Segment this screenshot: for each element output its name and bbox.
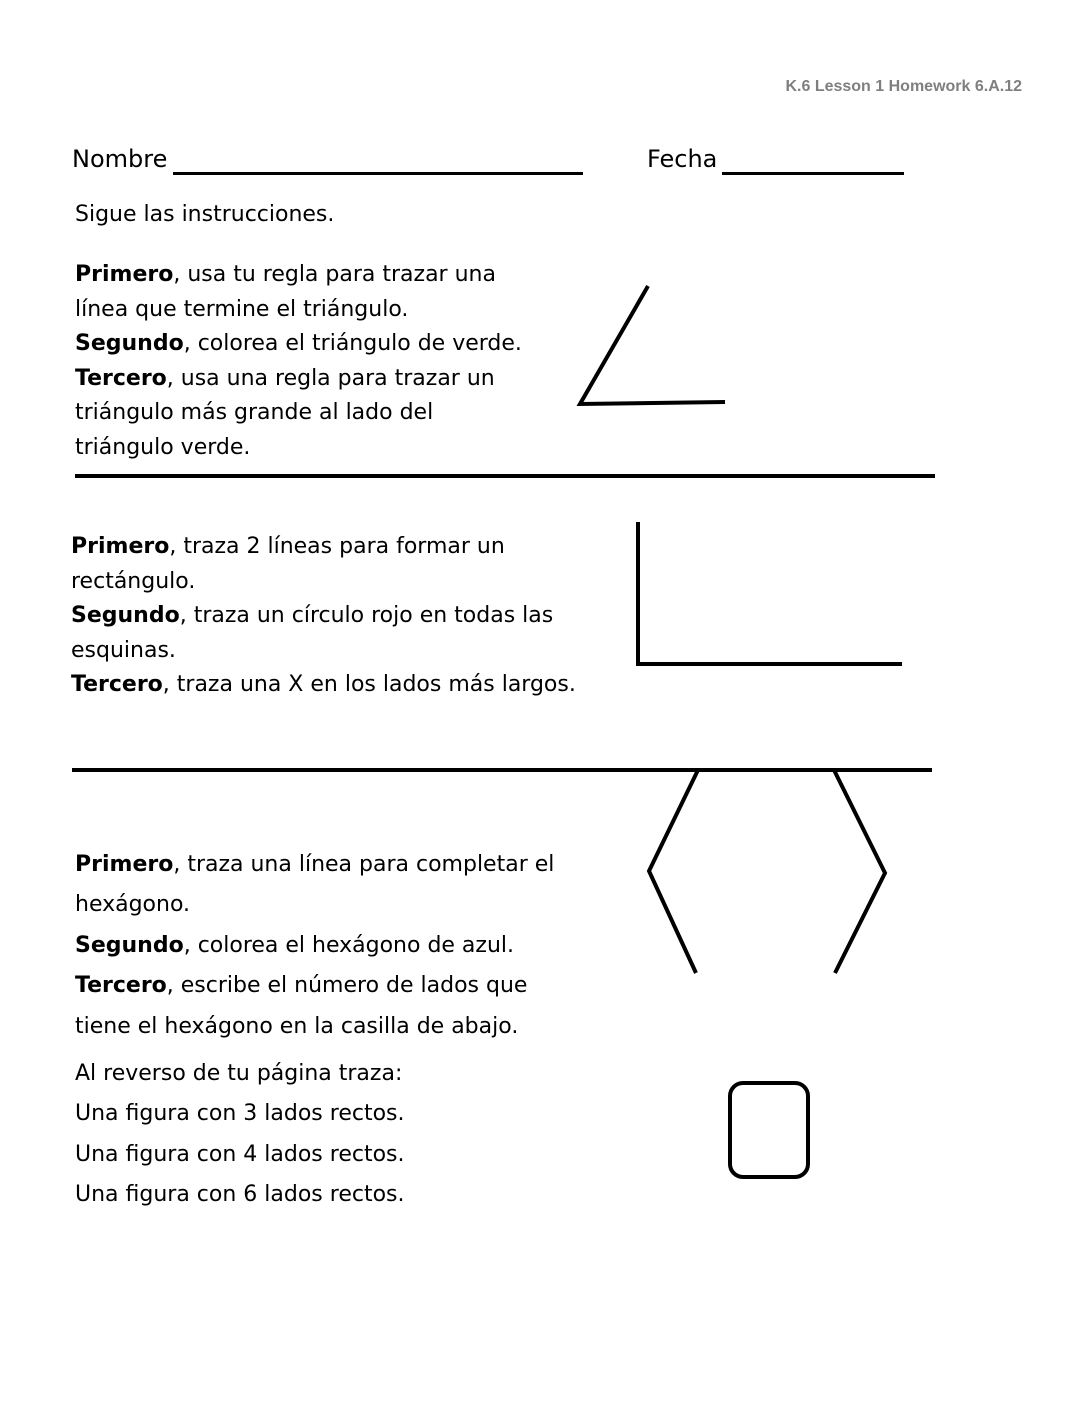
- section1-step: Segundo, colorea el triángulo de verde.: [75, 331, 522, 357]
- section4-line: Una figura con 3 lados rectos.: [75, 1101, 405, 1127]
- section3-step: Tercero, escribe el número de lados que: [75, 973, 528, 999]
- section2-step: Tercero, traza una X en los lados más largos.: [71, 672, 576, 698]
- section1-step: Primero, usa tu regla para trazar una: [75, 262, 496, 287]
- section3-step: tiene el hexágono en la casilla de abajo.: [75, 1013, 519, 1039]
- answer-box[interactable]: [730, 1083, 808, 1177]
- partial-rectangle: [638, 522, 902, 664]
- partial-triangle: [580, 286, 725, 404]
- lesson-id: K.6 Lesson 1 Homework 6.A.12: [785, 78, 1022, 95]
- section2-step: rectángulo.: [71, 568, 196, 594]
- section1-step: triángulo más grande al lado del: [75, 400, 434, 426]
- date-label: Fecha: [647, 145, 718, 173]
- section1-step: Tercero, usa una regla para trazar un: [75, 365, 495, 391]
- intro-text: Sigue las instrucciones.: [75, 202, 335, 227]
- section4-line: Al reverso de tu página traza:: [75, 1061, 403, 1086]
- section4-line: Una figura con 6 lados rectos.: [75, 1182, 405, 1208]
- section2-step: Primero, traza 2 líneas para formar un: [71, 534, 505, 559]
- section3-step: hexágono.: [75, 892, 191, 918]
- section2-step: esquinas.: [71, 637, 176, 663]
- section1-step: triángulo verde.: [75, 434, 251, 460]
- section3-step: Primero, traza una línea para completar el: [75, 852, 555, 877]
- section3-step: Segundo, colorea el hexágono de azul.: [75, 932, 515, 958]
- partial-hexagon: [649, 770, 885, 973]
- section4-line: Una figura con 4 lados rectos.: [75, 1141, 405, 1167]
- section2-step: Segundo, traza un círculo rojo en todas las: [71, 603, 554, 629]
- section1-step: línea que termine el triángulo.: [75, 296, 409, 322]
- name-label: Nombre: [72, 145, 168, 173]
